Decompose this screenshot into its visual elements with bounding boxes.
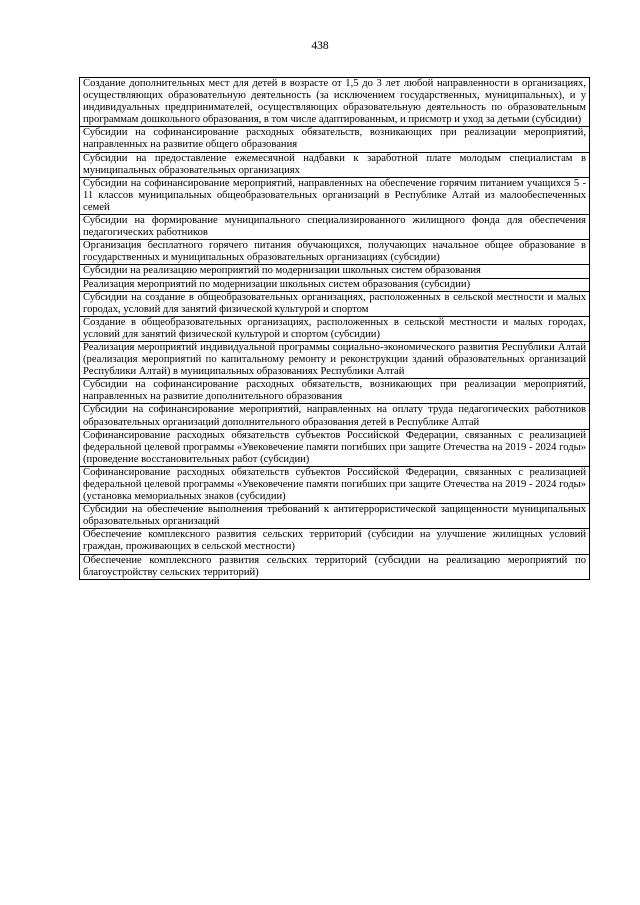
budget-items-table — [79, 77, 590, 580]
table-cell: Создание дополнительных мест для детей в возрасте от 1,5 до 3 лет любой направленности в организациях, осуществляющих образовательную деятельность (за исключением государственных, муниципальных), и у индивидуальных предпринимателей, осуществляющих образовательную деятельность по образовательным программам дошкольного образования, в том числе адаптированным, и присмотр и уход за детьми (субсидии) — [80, 78, 590, 127]
table-row — [80, 278, 590, 291]
table-row — [80, 78, 590, 127]
table-cell: Реализация мероприятий индивидуальной программы социально-экономического развития Республики Алтай (реализация мероприятий по капитальному ремонту и реконструкции зданий образовательных организаций Республики Алтай) в муниципальных образованиях Республики Алтай — [80, 341, 590, 378]
table-cell: Субсидии на софинансирование расходных обязательств, возникающих при реализации мероприятий, направленных на развитие дополнительного образования — [80, 379, 590, 404]
table-cell: Субсидии на софинансирование расходных обязательств, возникающих при реализации мероприятий, направленных на развитие общего образования — [80, 127, 590, 152]
table-cell: Субсидии на предоставление ежемесячной надбавки к заработной плате молодым специалистам в муниципальных образовательных организациях — [80, 152, 590, 177]
table-row — [80, 341, 590, 378]
table-cell: Субсидии на создание в общеобразовательных организациях, расположенных в сельской местности и малых городах, условий для занятий физической культурой и спортом — [80, 291, 590, 316]
table-row — [80, 177, 590, 214]
table-row — [80, 152, 590, 177]
table-cell: Организация бесплатного горячего питания обучающихся, получающих начальное общее образование в государственных и муниципальных образовательных организациях (субсидии) — [80, 240, 590, 265]
table-cell: Обеспечение комплексного развития сельских территорий (субсидии на улучшение жилищных условий граждан, проживающих в сельской местности) — [80, 529, 590, 554]
table-cell: Субсидии на обеспечение выполнения требований к антитеррористической защищенности муниципальных образовательных организаций — [80, 504, 590, 529]
table-row — [80, 215, 590, 240]
table-cell: Обеспечение комплексного развития сельских территорий (субсидии на реализацию мероприятий по благоустройству сельских территорий) — [80, 554, 590, 579]
table-cell: Субсидии на софинансирование мероприятий, направленных на обеспечение горячим питанием учащихся 5 - 11 классов муниципальных общеобразовательных организаций в Республике Алтай из малообеспеченных семей — [80, 177, 590, 214]
table-row — [80, 529, 590, 554]
table-row — [80, 504, 590, 529]
table-cell: Субсидии на формирование муниципального специализированного жилищного фонда для обеспечения педагогических работников — [80, 215, 590, 240]
table-row — [80, 265, 590, 278]
table-row — [80, 466, 590, 503]
table-row — [80, 429, 590, 466]
table-cell: Создание в общеобразовательных организациях, расположенных в сельской местности и малых городах, условий для занятий физической культурой и спортом (субсидии) — [80, 316, 590, 341]
table-cell: Субсидии на реализацию мероприятий по модернизации школьных систем образования — [80, 265, 590, 278]
table-row — [80, 127, 590, 152]
page-number: 438 — [311, 40, 329, 52]
table-cell: Субсидии на софинансирование мероприятий, направленных на оплату труда педагогических работников образовательных организаций дополнительного образования детей в Республике Алтай — [80, 404, 590, 429]
table-row — [80, 404, 590, 429]
table-row — [80, 316, 590, 341]
table-row — [80, 554, 590, 579]
table-row — [80, 291, 590, 316]
table-row — [80, 379, 590, 404]
table-cell: Софинансирование расходных обязательств субъектов Российской Федерации, связанных с реализацией федеральной целевой программы «Увековечение памяти погибших при защите Отечества на 2019 - 2024 годы» (проведение восстановительных работ (субсидии) — [80, 429, 590, 466]
table-row — [80, 240, 590, 265]
table-cell: Софинансирование расходных обязательств субъектов Российской Федерации, связанных с реализацией федеральной целевой программы «Увековечение памяти погибших при защите Отечества на 2019 - 2024 годы» (установка мемориальных знаков (субсидии) — [80, 466, 590, 503]
table-cell: Реализация мероприятий по модернизации школьных систем образования (субсидии) — [80, 278, 590, 291]
